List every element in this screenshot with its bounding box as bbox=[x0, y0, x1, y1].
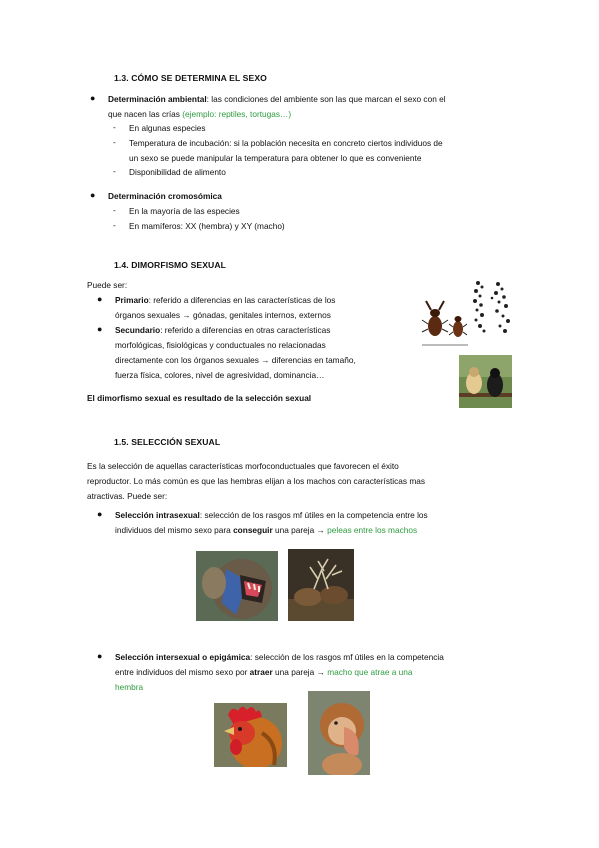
bullet-dot: ● bbox=[90, 190, 96, 200]
list-item-continuation: un sexo se puede manipular la temperatura para obtener lo que es conveniente bbox=[129, 153, 422, 163]
intrasexual-text-a: individuos del mismo sexo para bbox=[115, 525, 234, 535]
intersexual-label: Selección intersexual o epigámica bbox=[115, 652, 251, 662]
intersexual-atraer: atraer bbox=[249, 667, 273, 677]
stag-beetles-image bbox=[418, 296, 473, 350]
bullet-dot: ● bbox=[97, 324, 103, 334]
bullet-dot: ● bbox=[97, 294, 103, 304]
secundario-label: Secundario bbox=[115, 325, 161, 335]
dimorfismo-conclusion: El dimorfismo sexual es resultado de la selección sexual bbox=[87, 393, 312, 403]
section-1-5-heading: 1.5. SELECCIÓN SEXUAL bbox=[114, 437, 221, 447]
intrasexual-label: Selección intrasexual bbox=[115, 510, 200, 520]
deer-fighting-image bbox=[288, 549, 354, 621]
list-item: Temperatura de incubación: si la población necesita en concreto ciertos individuos de bbox=[129, 138, 443, 148]
bullet-text: : las condiciones del ambiente son las que marcan el sexo con el bbox=[206, 94, 446, 104]
secundario-text: : referido a diferencias en otras características bbox=[160, 325, 331, 335]
section-1-3-heading: 1.3. CÓMO SE DETERMINA EL SEXO bbox=[114, 73, 267, 83]
intersexual-text: : selección de los rasgos mf útiles en la competencia bbox=[250, 652, 444, 662]
intersexual-example-2: hembra bbox=[115, 682, 144, 692]
secundario-line2: morfológicas, fisiológicas y conductuales no relacionadas bbox=[115, 340, 326, 350]
bullet-ambiental-line2 bbox=[108, 107, 291, 121]
intrasexual-text-c: una pareja → bbox=[272, 525, 328, 535]
paragraph-line: atractivas. Puede ser: bbox=[87, 491, 168, 501]
secundario-line3: directamente con los órganos sexuales → diferencias en tamaño, bbox=[115, 355, 356, 365]
bullet-label: Determinación ambiental bbox=[108, 94, 207, 104]
intrasexual-line1 bbox=[115, 508, 428, 522]
secundario-line4: fuerza física, colores, nivel de agresividad, dominancia… bbox=[115, 370, 325, 380]
intrasexual-text: : selección de los rasgos mf útiles en la competencia entre los bbox=[199, 510, 428, 520]
list-item: En la mayoría de las especies bbox=[129, 206, 240, 216]
dash-marker: - bbox=[113, 205, 116, 215]
secundario-line1 bbox=[115, 323, 330, 337]
mandrill-image bbox=[196, 551, 278, 621]
intrasexual-example: peleas entre los machos bbox=[327, 525, 418, 535]
bullet-cromosomica: Determinación cromosómica bbox=[108, 191, 222, 201]
intersexual-line2 bbox=[115, 665, 413, 679]
bullet-ambiental bbox=[108, 92, 528, 106]
intersexual-line1 bbox=[115, 650, 444, 664]
spotted-figures-image bbox=[468, 278, 514, 336]
dash-marker: - bbox=[113, 166, 116, 176]
list-item: En mamíferos: XX (hembra) y XY (macho) bbox=[129, 221, 285, 231]
paragraph-line: Es la selección de aquellas características morfoconductuales que favorecen el éxito bbox=[87, 461, 399, 471]
primario-line2: órganos sexuales → gónadas, genitales internos, externos bbox=[115, 310, 331, 320]
example-text: (ejemplo: reptiles, tortugas…) bbox=[182, 109, 292, 119]
intersexual-example-1: macho que atrae a una bbox=[327, 667, 413, 677]
list-item: Disponibilidad de alimento bbox=[129, 167, 226, 177]
dash-marker: - bbox=[113, 137, 116, 147]
primario-label: Primario bbox=[115, 295, 149, 305]
primario-line1 bbox=[115, 293, 335, 307]
intrasexual-conseguir: conseguir bbox=[233, 525, 273, 535]
intro-text: Puede ser: bbox=[87, 280, 128, 290]
section-1-4-heading: 1.4. DIMORFISMO SEXUAL bbox=[114, 260, 227, 270]
list-item: En algunas especies bbox=[129, 123, 206, 133]
intersexual-text-a: entre individuos del mismo sexo por bbox=[115, 667, 250, 677]
bullet-dot: ● bbox=[97, 651, 103, 661]
primario-text: : referido a diferencias en las características de los bbox=[148, 295, 336, 305]
intersexual-text-c: una pareja → bbox=[272, 667, 328, 677]
proboscis-monkey-image bbox=[308, 691, 370, 775]
rooster-image bbox=[214, 703, 287, 767]
paragraph-line: reproductor. Lo más común es que las hembras elijan a los machos con características mas bbox=[87, 476, 426, 486]
bullet-dot: ● bbox=[97, 509, 103, 519]
dash-marker: - bbox=[113, 220, 116, 230]
dash-marker: - bbox=[113, 122, 116, 132]
bullet-text-2: que nacen las crías bbox=[108, 109, 183, 119]
bullet-dot: ● bbox=[90, 93, 96, 103]
gibbons-image bbox=[459, 355, 512, 408]
intrasexual-line2 bbox=[115, 523, 417, 537]
